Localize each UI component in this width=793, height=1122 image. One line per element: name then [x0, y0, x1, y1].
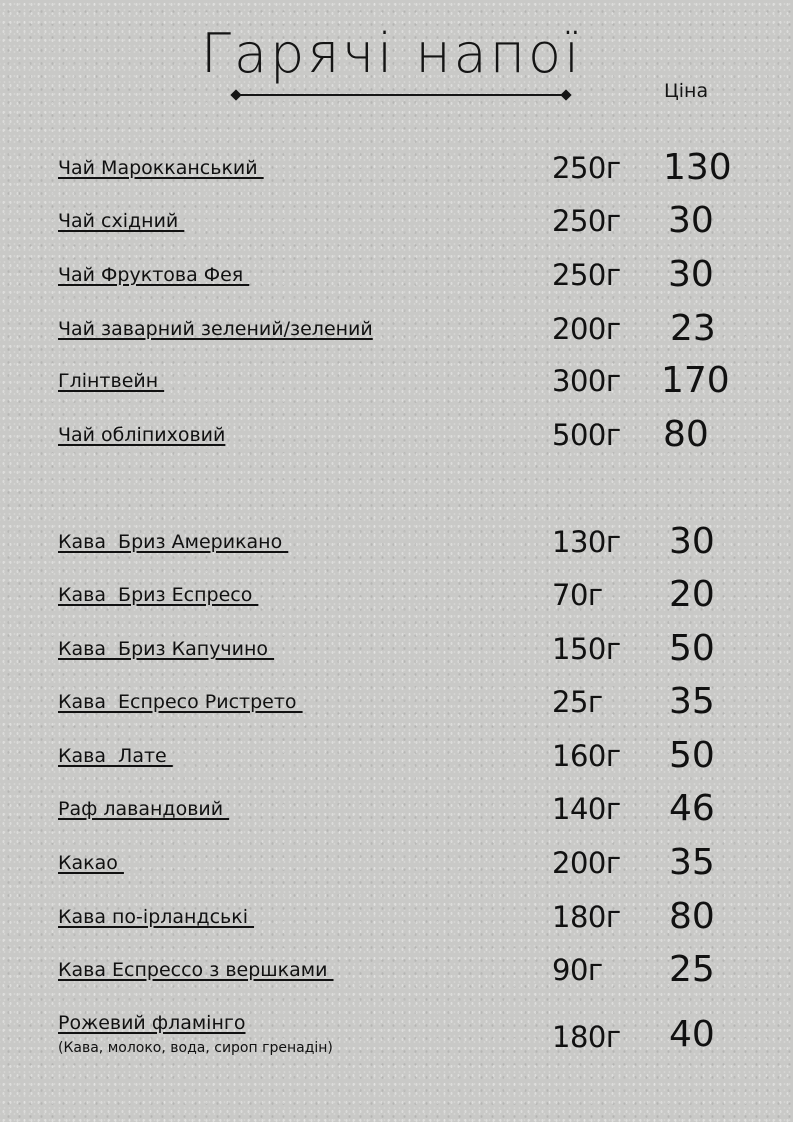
item-price: 50: [669, 735, 715, 776]
item-price: 20: [669, 574, 715, 615]
item-weight: 70г: [552, 578, 603, 612]
menu-item: [0, 788, 793, 848]
price-column-header: Ціна: [664, 80, 709, 102]
item-name: Кава Бриз Еспресо: [58, 584, 259, 606]
item-name: Рожевий фламінго: [58, 1012, 246, 1034]
item-price: 30: [668, 200, 714, 241]
item-price: 40: [669, 1014, 715, 1055]
item-price: 35: [669, 842, 715, 883]
menu-item: [0, 574, 793, 634]
item-weight: 200г: [552, 846, 621, 880]
item-price: 170: [661, 360, 730, 401]
menu-item: [0, 200, 793, 260]
item-description: (Кава, молоко, вода, сироп гренадін): [58, 1040, 333, 1056]
item-name: Глінтвейн: [58, 370, 165, 392]
menu-item: [0, 1012, 793, 1072]
item-name: Кава Лате: [58, 745, 173, 767]
item-name: Чай обліпиховий: [58, 424, 226, 446]
page-title: Гарячі напої: [200, 22, 583, 85]
menu-item: [0, 681, 793, 741]
item-weight: 150г: [552, 632, 621, 666]
item-weight: 300г: [552, 364, 621, 398]
item-weight: 200г: [552, 312, 621, 346]
menu-item: [0, 254, 793, 314]
item-price: 30: [668, 254, 714, 295]
item-price: 46: [669, 788, 715, 829]
item-name: Чай Марокканський: [58, 157, 264, 179]
item-name: Раф лавандовий: [58, 798, 230, 820]
item-weight: 180г: [552, 1020, 621, 1054]
item-name: Чай Фруктова Фея: [58, 264, 250, 286]
item-price: 50: [669, 628, 715, 669]
item-price: 80: [663, 414, 709, 455]
item-weight: 25г: [552, 685, 603, 719]
item-price: 23: [670, 308, 716, 349]
menu-item: [0, 949, 793, 1009]
item-price: 80: [669, 896, 715, 937]
item-name: Чай заварний зелений/зелений: [58, 318, 373, 340]
item-weight: 250г: [552, 151, 621, 185]
title-rule: [238, 94, 564, 96]
item-weight: 250г: [552, 204, 621, 238]
item-price: 130: [663, 147, 732, 188]
item-weight: 140г: [552, 792, 621, 826]
item-weight: 90г: [552, 953, 603, 987]
item-weight: 160г: [552, 739, 621, 773]
item-weight: 180г: [552, 900, 621, 934]
item-weight: 130г: [552, 525, 621, 559]
item-name: Чай східний: [58, 210, 185, 232]
item-name: Какао: [58, 852, 124, 874]
item-weight: 500г: [552, 418, 621, 452]
item-weight: 250г: [552, 258, 621, 292]
title-ornament: [232, 90, 570, 100]
menu-item: [0, 842, 793, 902]
diamond-right-icon: [560, 89, 571, 100]
item-name: Кава Бриз Капучино: [58, 638, 275, 660]
item-name: Кава Еспресо Ристрето: [58, 691, 303, 713]
page-title-wrap: [0, 22, 793, 85]
item-name: Кава Бриз Американо: [58, 531, 289, 553]
menu-item: [0, 414, 793, 474]
item-price: 30: [669, 521, 715, 562]
item-name: Кава по-ірландські: [58, 906, 255, 928]
item-name: Кава Еспрессо з вершками: [58, 959, 334, 981]
item-price: 25: [669, 949, 715, 990]
menu-item: [0, 360, 793, 420]
item-price: 35: [669, 681, 715, 722]
